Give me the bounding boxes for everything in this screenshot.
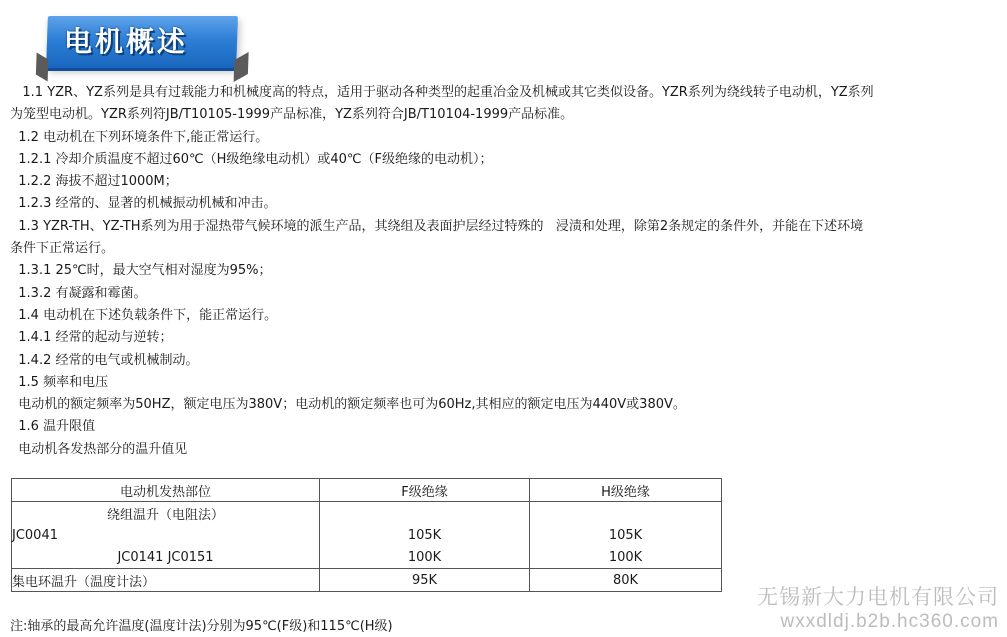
row-part: 集电环温升（温度计法） [12, 569, 320, 592]
header-f-class: F级绝缘 [320, 479, 530, 502]
paragraph: 电动机各发热部分的温升值见 [10, 441, 188, 457]
paragraph: 为笼型电动机。YZR系列符JB/T10105-1999产品标准，YZ系列符合JB/T10104-1999产品标准。 [10, 107, 574, 123]
bearing-note: 注:轴承的最高允许温度(温度计法)分别为95℃(F级)和115℃(H级) [10, 619, 393, 634]
paragraph: 1.2.3 经常的、显著的机械振动机械和冲击。 [10, 196, 277, 212]
watermark-company: 无锡新大力电机有限公司 [757, 586, 999, 609]
paragraph: 1.3.1 25℃时，最大空气相对湿度为95%； [10, 263, 272, 279]
winding-label: 绕组温升（电阻法） [12, 502, 320, 525]
row-h-value: 80K [530, 569, 722, 592]
row-part: JC0041 [12, 524, 320, 546]
paragraph: 1.2.2 海拔不超过1000M； [10, 174, 178, 190]
row-f-value: 105K [320, 524, 530, 546]
paragraph: 1.3.2 有凝露和霉菌。 [10, 285, 147, 301]
table-row [12, 502, 722, 525]
paragraph: 1.4.2 经常的电气或机械制动。 [10, 352, 199, 368]
header-h-class: H级绝缘 [530, 479, 722, 502]
watermark-url: wxxdldj.b2b.hc360.com [780, 611, 999, 632]
paragraph: 1.4 电动机在下述负载条件下，能正常运行。 [10, 307, 278, 323]
paragraph: 1.2 电动机在下列环境条件下,能正常运行。 [10, 129, 269, 145]
row-part: JC0141 JC0151 [12, 546, 320, 569]
row-f-value: 100K [320, 546, 530, 569]
watermark [757, 586, 999, 634]
section-title: 电机概述 [64, 25, 189, 58]
paragraph: 1.4.1 经常的起动与逆转； [10, 330, 173, 346]
temperature-rise-table [11, 478, 722, 592]
row-f-value: 95K [320, 569, 530, 592]
paragraph: 1.6 温升限值 [10, 419, 96, 435]
table-row [12, 524, 722, 546]
row-h-value: 100K [530, 546, 722, 569]
paragraph: 1.3 YZR-TH、YZ-TH系列为用于湿热带气候环境的派生产品，其绕组及表面护层经过特殊的 浸渍和处理，除第2条规定的条件外，并能在下述环境 [10, 218, 864, 234]
header-part: 电动机发热部位 [12, 479, 320, 502]
table-row [12, 546, 722, 569]
table-header-row [12, 479, 722, 502]
row-h-value: 105K [530, 524, 722, 546]
paragraph: 1.5 频率和电压 [10, 374, 109, 390]
paragraph: 电动机的额定频率为50HZ，额定电压为380V；电动机的额定频率也可为60Hz,其相应的额定电压为440V或380V。 [10, 397, 686, 413]
table-row [12, 569, 722, 592]
paragraph: 条件下正常运行。 [10, 241, 115, 257]
paragraph: 1.2.1 冷却介质温度不超过60℃（H级绝缘电动机）或40℃（F级绝缘的电动机）； [10, 151, 493, 167]
overview-text [10, 82, 1000, 461]
paragraph: 1.1 YZR、YZ系列是具有过载能力和机械度高的特点，适用于驱动各种类型的起重冶金及机械或其它类似设备。YZR系列为绕线转子电动机，YZ系列 [10, 85, 874, 100]
